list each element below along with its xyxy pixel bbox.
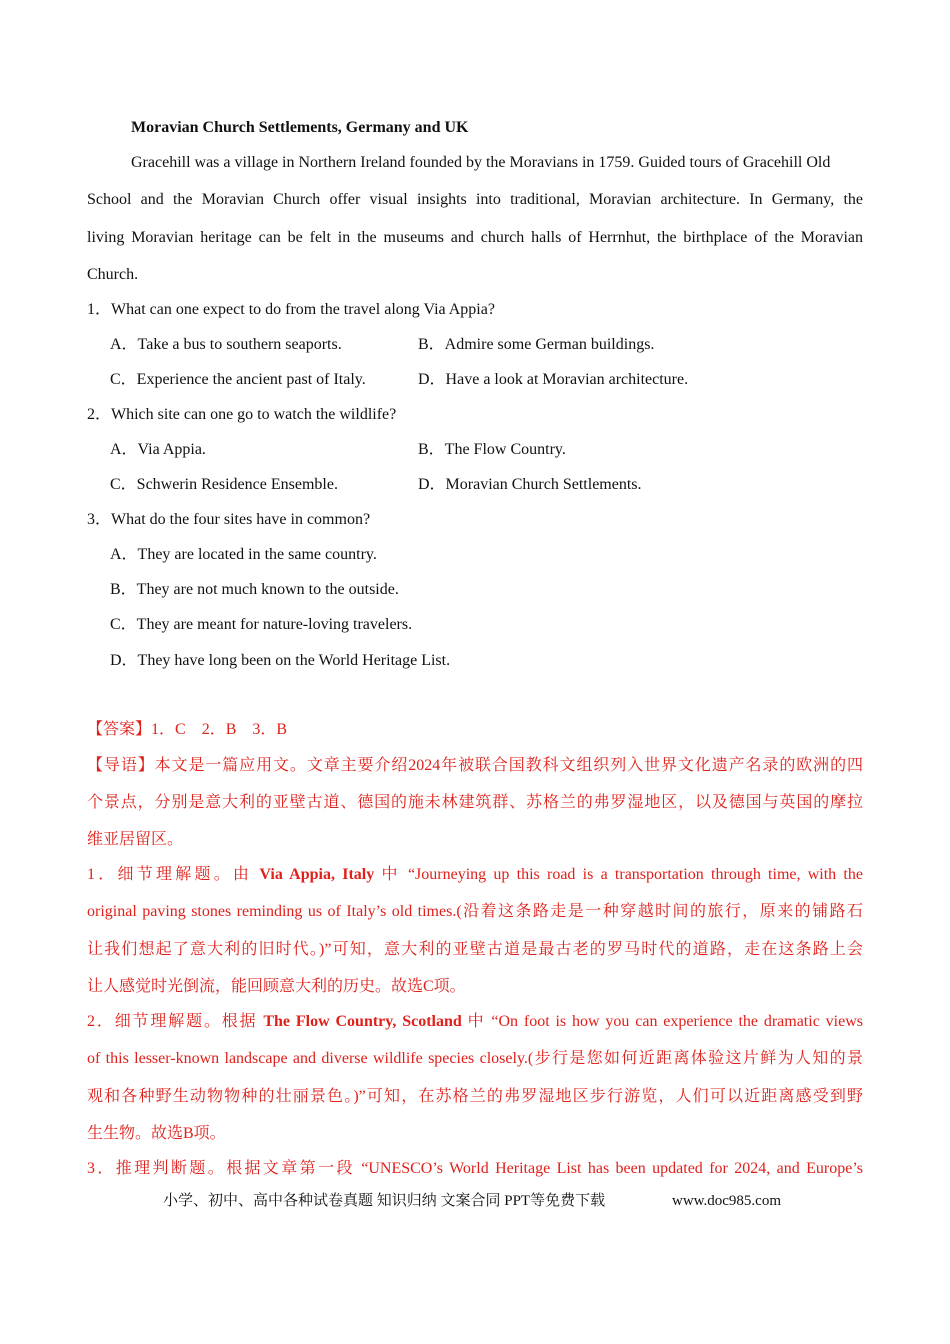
paragraph-line: Gracehill was a village in Northern Ireland founded by the Moravians in 1759. Guided tours of Gracehill Old — [131, 154, 831, 171]
question-stem: 1．What can one expect to do from the travel along Via Appia? — [87, 301, 495, 318]
explanation-1-line: 1．细节理解题。由 Via Appia, Italy 中 “Journeying up this road is a transportation through time, with the — [87, 866, 863, 883]
question-option: C．Experience the ancient past of Italy. — [110, 371, 366, 388]
site-name: Via Appia, Italy — [259, 866, 375, 883]
site-name: The Flow Country, Scotland — [263, 1013, 462, 1030]
question-option: A．Take a bus to southern seaports. — [110, 336, 342, 353]
paragraph-line: School and the Moravian Church offer visual insights into traditional, Moravian architecture. In Germany, the — [87, 191, 863, 208]
explanation-1-line: original paving stones reminding us of Italy’s old times.(沿着这条路走是一种穿越时间的旅行，原来的铺路石 — [87, 903, 863, 920]
question-option: A．They are located in the same country. — [110, 546, 377, 563]
explanation-2-line: 2．细节理解题。根据 The Flow Country, Scotland 中 “On foot is how you can experience the dramatic views — [87, 1013, 863, 1030]
question-option: B．They are not much known to the outside. — [110, 581, 399, 598]
explanation-1-line: 让我们想起了意大利的旧时代。)”可知，意大利的亚壁古道是最古老的罗马时代的道路，走在这条路上会 — [87, 941, 863, 958]
explanation-2-line: of this lesser-known landscape and diverse wildlife species closely.(步行是您如何近距离体验这片鲜为人知的景 — [87, 1050, 863, 1067]
question-option: D．Have a look at Moravian architecture. — [418, 371, 689, 388]
answer-line — [87, 720, 287, 740]
intro-line: 个景点，分别是意大利的亚壁古道、德国的施未林建筑群、苏格兰的弗罗湿地区，以及德国与英国的摩拉 — [87, 794, 863, 811]
explanation-2-line: 观和各种野生动物物种的壮丽景色。)”可知，在苏格兰的弗罗湿地区步行游览，人们可以近距离感受到野 — [87, 1088, 863, 1105]
question-option: D．Moravian Church Settlements. — [418, 476, 642, 493]
question-option: B．Admire some German buildings. — [418, 336, 655, 353]
question-stem: 3．What do the four sites have in common? — [87, 511, 371, 528]
footer-url[interactable]: www.doc985.com — [672, 1193, 782, 1209]
intro-line: 维亚居留区。 — [87, 831, 184, 848]
section-title: Moravian Church Settlements, Germany and UK — [131, 119, 469, 136]
question-option: A．Via Appia. — [110, 441, 206, 458]
question-stem: 2．Which site can one go to watch the wildlife? — [87, 406, 397, 423]
footer-text: 小学、初中、高中各种试卷真题 知识归纳 文案合同 PPT等免费下载 — [163, 1193, 606, 1209]
answer-text: 1．C 2．B 3．B — [151, 721, 288, 738]
question-option: D．They have long been on the World Heritage List. — [110, 652, 451, 669]
paragraph-line: living Moravian heritage can be felt in the museums and church halls of Herrnhut, the birthplace of the Moravian — [87, 229, 863, 246]
question-option: C．They are meant for nature-loving travelers. — [110, 616, 413, 633]
explanation-2-line: 生生物。故选B项。 — [87, 1125, 226, 1142]
question-option: C．Schwerin Residence Ensemble. — [110, 476, 338, 493]
paragraph-line: Church. — [87, 266, 139, 283]
explanation-3-line: 3．推理判断题。根据文章第一段 “UNESCO’s World Heritage List has been updated for 2024, and Europe’s — [87, 1160, 863, 1177]
intro-text: 本文是一篇应用文。文章主要介绍2024年被联合国教科文组织列入世界文化遗产名录的欧洲的四 — [154, 757, 863, 774]
intro-label: 【导语】 — [87, 757, 155, 774]
answer-label: 【答案】 — [87, 721, 152, 738]
intro-line — [87, 756, 863, 776]
explanation-1-line: 让人感觉时光倒流，能回顾意大利的历史。故选C项。 — [87, 978, 466, 995]
question-option: B．The Flow Country. — [418, 441, 566, 458]
